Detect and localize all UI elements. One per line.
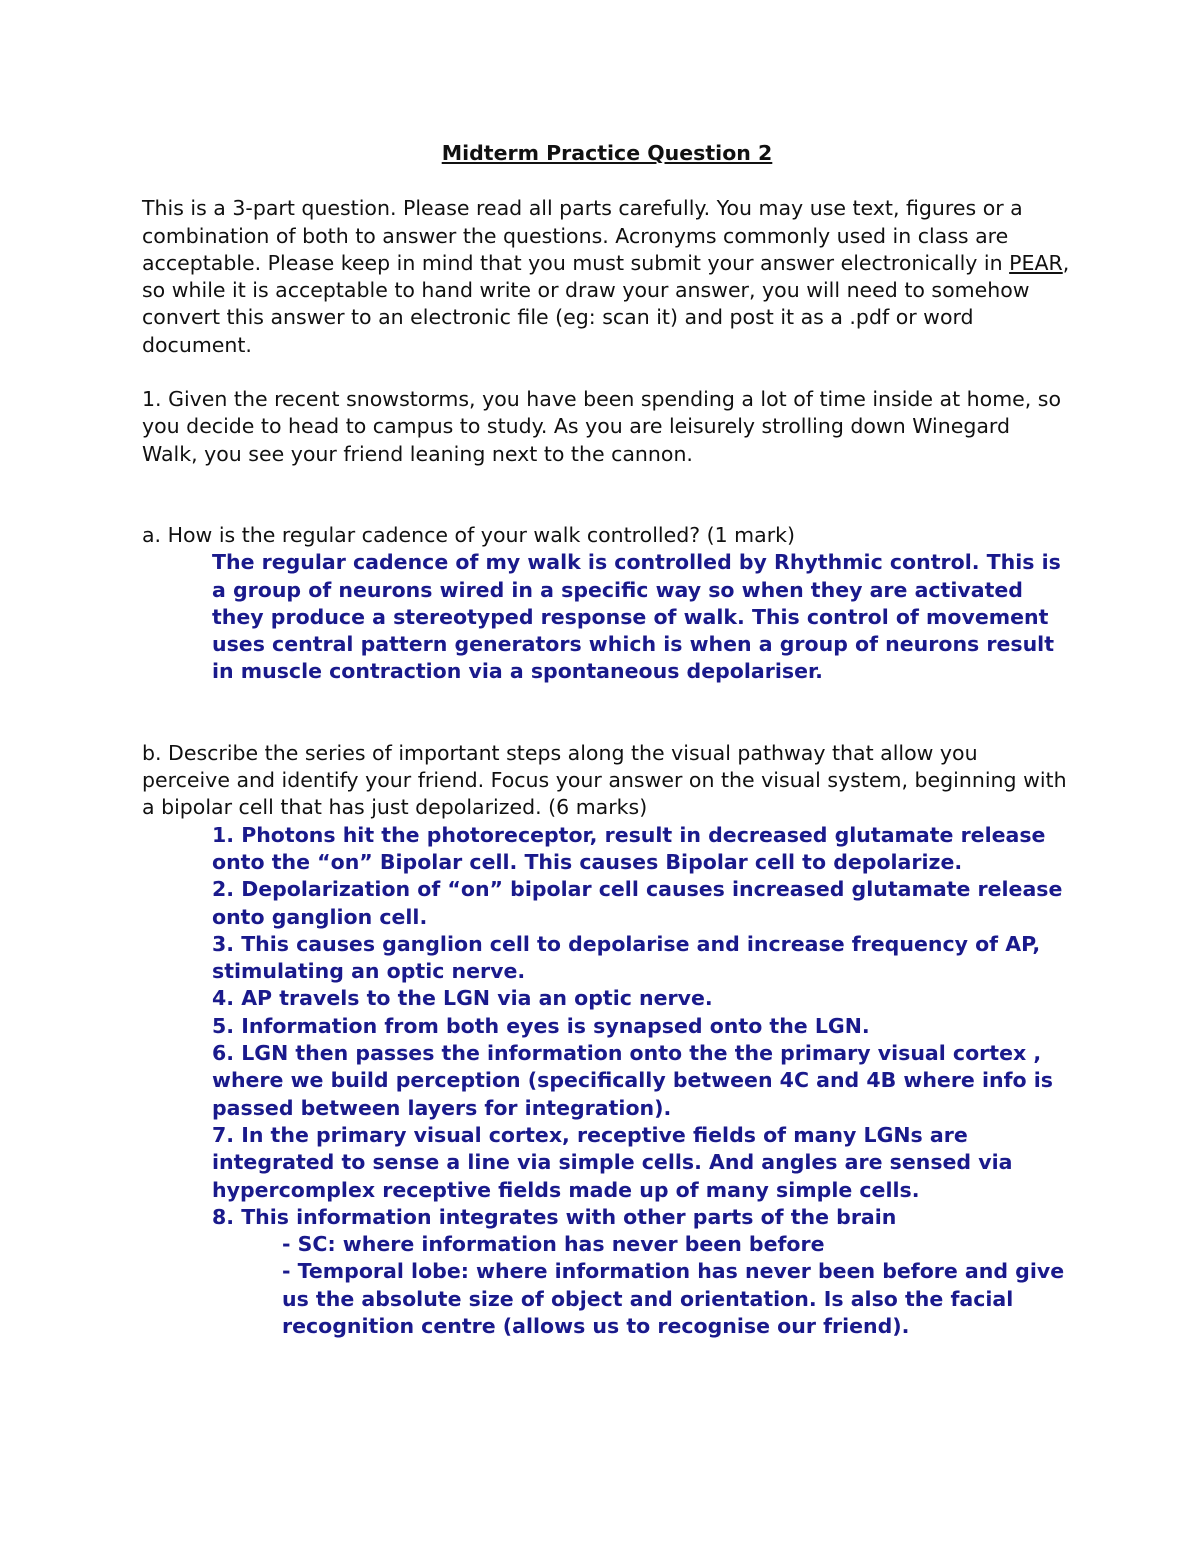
answer-step: 8. This information integrates with other parts of the brain	[212, 1204, 897, 1229]
part-b-answer	[142, 822, 1072, 1341]
part-a-answer: The regular cadence of my walk is controlled by Rhythmic control. This is a group of neurons wired in a specific way so when they are activated they produce a stereotyped response of walk. This control of movement uses central pattern generators which is when a group of neurons result in muscle contraction via a spontaneous depolariser.	[212, 550, 1061, 684]
answer-step: 5. Information from both eyes is synapsed onto the LGN.	[212, 1013, 870, 1038]
part-a-question: a. How is the regular cadence of your walk controlled? (1 mark)	[142, 522, 795, 547]
answer-sub-item: - Temporal lobe: where information has never been before and give us the absolute size of object and orientation. Is also the facial recognition centre (allows us to recognise our friend).	[282, 1259, 1065, 1338]
answer-step: 6. LGN then passes the information onto the the primary visual cortex , where we build perception (specifically between 4C and 4B where info is passed between layers for integration).	[212, 1041, 1053, 1120]
document-page	[142, 140, 1072, 1340]
answer-step: 3. This causes ganglion cell to depolarise and increase frequency of AP, stimulating an optic nerve.	[212, 931, 1041, 984]
document-title: Midterm Practice Question 2	[441, 141, 773, 165]
answer-step: 2. Depolarization of “on” bipolar cell causes increased glutamate release onto ganglion cell.	[212, 877, 1063, 929]
answer-step: 7. In the primary visual cortex, receptive fields of many LGNs are integrated to sense a line via simple cells. And angles are sensed via hypercomplex receptive fields made up of many simple cells.	[212, 1122, 1013, 1202]
question-1-scenario: 1. Given the recent snowstorms, you have been spending a lot of time inside at home, so you decide to head to campus to study. As you are leisurely strolling down Winegard Walk, you see your friend leaning next to the cannon.	[142, 387, 1062, 466]
answer-step: 1. Photons hit the photoreceptor, result in decreased glutamate release onto the “on” Bipolar cell. This causes Bipolar cell to depolarize.	[212, 822, 1046, 874]
part-b-question: b. Describe the series of important steps along the visual pathway that allow you perceive and identify your friend. Focus your answer on the visual system, beginning with a bipolar cell that has just depolarized. (6 marks)	[142, 740, 1067, 820]
instructions-paragraph	[142, 195, 1072, 359]
instructions-text-end: , so while it is acceptable to hand write or draw your answer, you will need to somehow convert this answer to an electronic file (eg: scan it) and post it as a .pdf or word document.	[142, 250, 1070, 357]
answer-step: 4. AP travels to the LGN via an optic nerve.	[212, 986, 713, 1011]
pear-link[interactable]: PEAR	[1009, 250, 1063, 275]
answer-sub-item: - SC: where information has never been before	[282, 1232, 825, 1257]
instructions-text-start: This is a 3-part question. Please read all parts carefully. You may use text, figures or a combination of both to answer the questions. Acronyms commonly used in class are acceptable. Please keep in mind that you must submit your answer electronically in	[142, 196, 1023, 275]
